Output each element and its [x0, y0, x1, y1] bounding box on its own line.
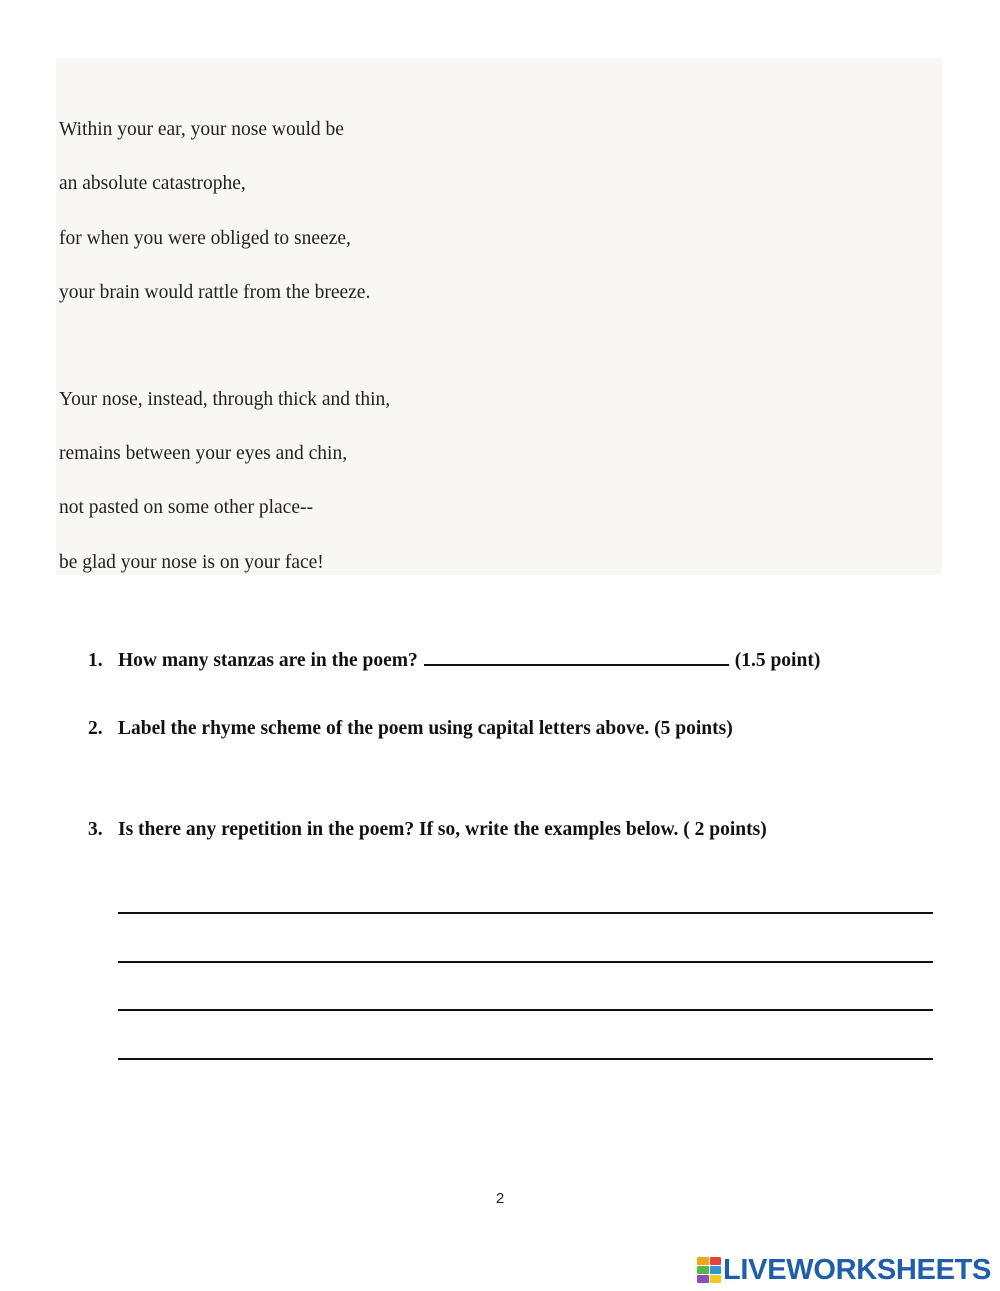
poem-line: Within your ear, your nose would be: [59, 119, 344, 140]
question-text: How many stanzas are in the poem?: [118, 650, 418, 671]
logo-tile: [710, 1257, 722, 1265]
poem-line: Your nose, instead, through thick and thin,: [59, 389, 391, 410]
question-number: 3.: [88, 819, 103, 840]
question-1: [88, 645, 820, 673]
page-number: 2: [495, 1190, 505, 1207]
answer-line-4[interactable]: [118, 1058, 933, 1060]
question-text: Is there any repetition in the poem? If so, write the examples below. ( 2 points): [118, 819, 767, 840]
logo-tile: [697, 1275, 709, 1283]
question-number: 1.: [88, 650, 103, 671]
poem-line: your brain would rattle from the breeze.: [59, 282, 371, 303]
logo-tile: [697, 1257, 709, 1265]
logo-tile: [710, 1275, 722, 1283]
answer-line-2[interactable]: [118, 961, 933, 963]
brand-name: LIVEWORKSHEETS: [723, 1254, 992, 1286]
answer-line-3[interactable]: [118, 1009, 933, 1011]
answer-blank-stanzas[interactable]: [424, 645, 729, 666]
logo-tile: [710, 1266, 722, 1274]
liveworksheets-brand: [697, 1254, 991, 1286]
question-points: (1.5 point): [734, 650, 821, 671]
question-number: 2.: [88, 718, 103, 739]
poem-line: be glad your nose is on your face!: [59, 552, 324, 573]
answer-line-1[interactable]: [118, 912, 933, 914]
question-text: Label the rhyme scheme of the poem using capital letters above. (5 points): [118, 718, 733, 739]
poem-line: remains between your eyes and chin,: [59, 443, 348, 464]
poem-line: not pasted on some other place--: [59, 497, 313, 518]
question-2: [88, 717, 733, 741]
logo-tile: [697, 1266, 709, 1274]
question-3: [88, 818, 767, 842]
poem-line: for when you were obliged to sneeze,: [59, 228, 351, 249]
liveworksheets-logo-icon: [697, 1257, 721, 1283]
poem-line: an absolute catastrophe,: [59, 173, 246, 194]
